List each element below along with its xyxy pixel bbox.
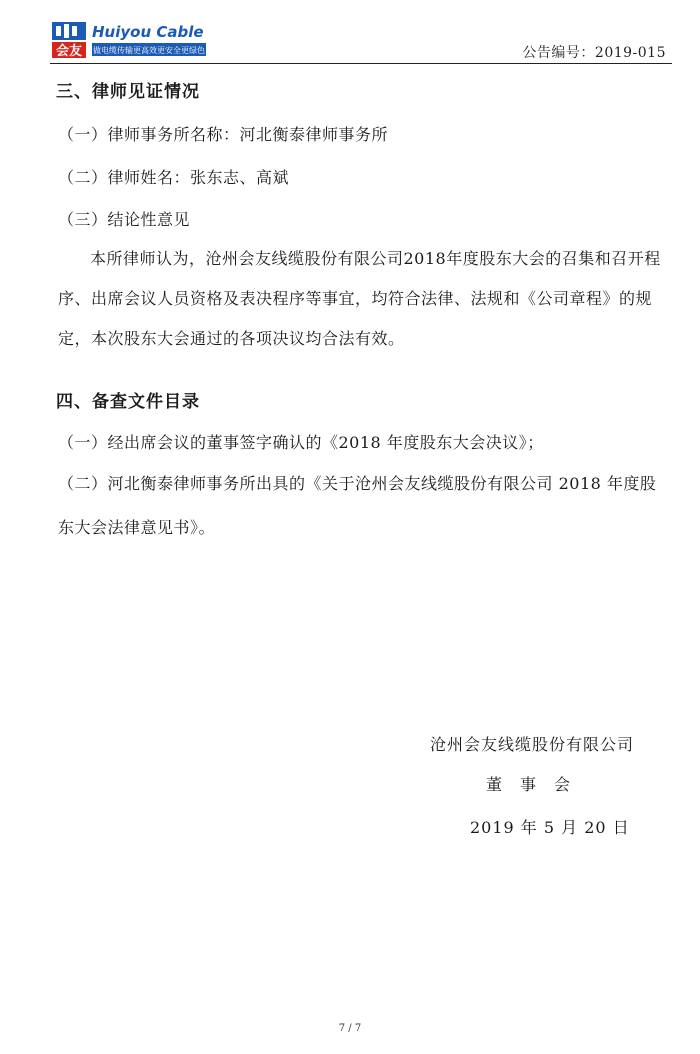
opinion-label: （三）结论性意见 [58, 210, 191, 229]
logo-cn-text: 会友 [55, 44, 83, 59]
lawyer-names: （二）律师姓名：张东志、高斌 [58, 168, 290, 187]
signature-board: 董 事 会 [486, 775, 572, 794]
company-logo [50, 20, 210, 60]
header-divider [50, 63, 672, 64]
logo-slogan: 做电缆传输更高效更安全更绿色 [93, 46, 205, 55]
section-4-heading: 四、备查文件目录 [56, 392, 200, 412]
section-3-heading: 三、律师见证情况 [56, 82, 200, 102]
signature-date: 2019 年 5 月 20 日 [470, 818, 630, 837]
signature-company: 沧州会友线缆股份有限公司 [430, 735, 635, 754]
page-number: 7 / 7 [338, 1023, 362, 1034]
reference-item-2: （二）河北衡泰律师事务所出具的《关于沧州会友线缆股份有限公司 2018 年度股东大会法律意见书》。 [58, 474, 657, 537]
opinion-paragraph: 本所律师认为，沧州会友线缆股份有限公司2018年度股东大会的召集和召开程序、出席会议人员资格及表决程序等事宜，均符合法律、法规和《公司章程》的规定，本次股东大会通过的各项决议均合法有效。 [58, 249, 661, 348]
reference-item-1: （一）经出席会议的董事签字确认的《2018 年度股东大会决议》； [58, 433, 544, 452]
logo-en-text: Huiyou Cable [92, 23, 204, 41]
law-firm-name: （一）律师事务所名称：河北衡泰律师事务所 [58, 125, 389, 144]
document-number: 公告编号：2019-015 [522, 45, 666, 61]
